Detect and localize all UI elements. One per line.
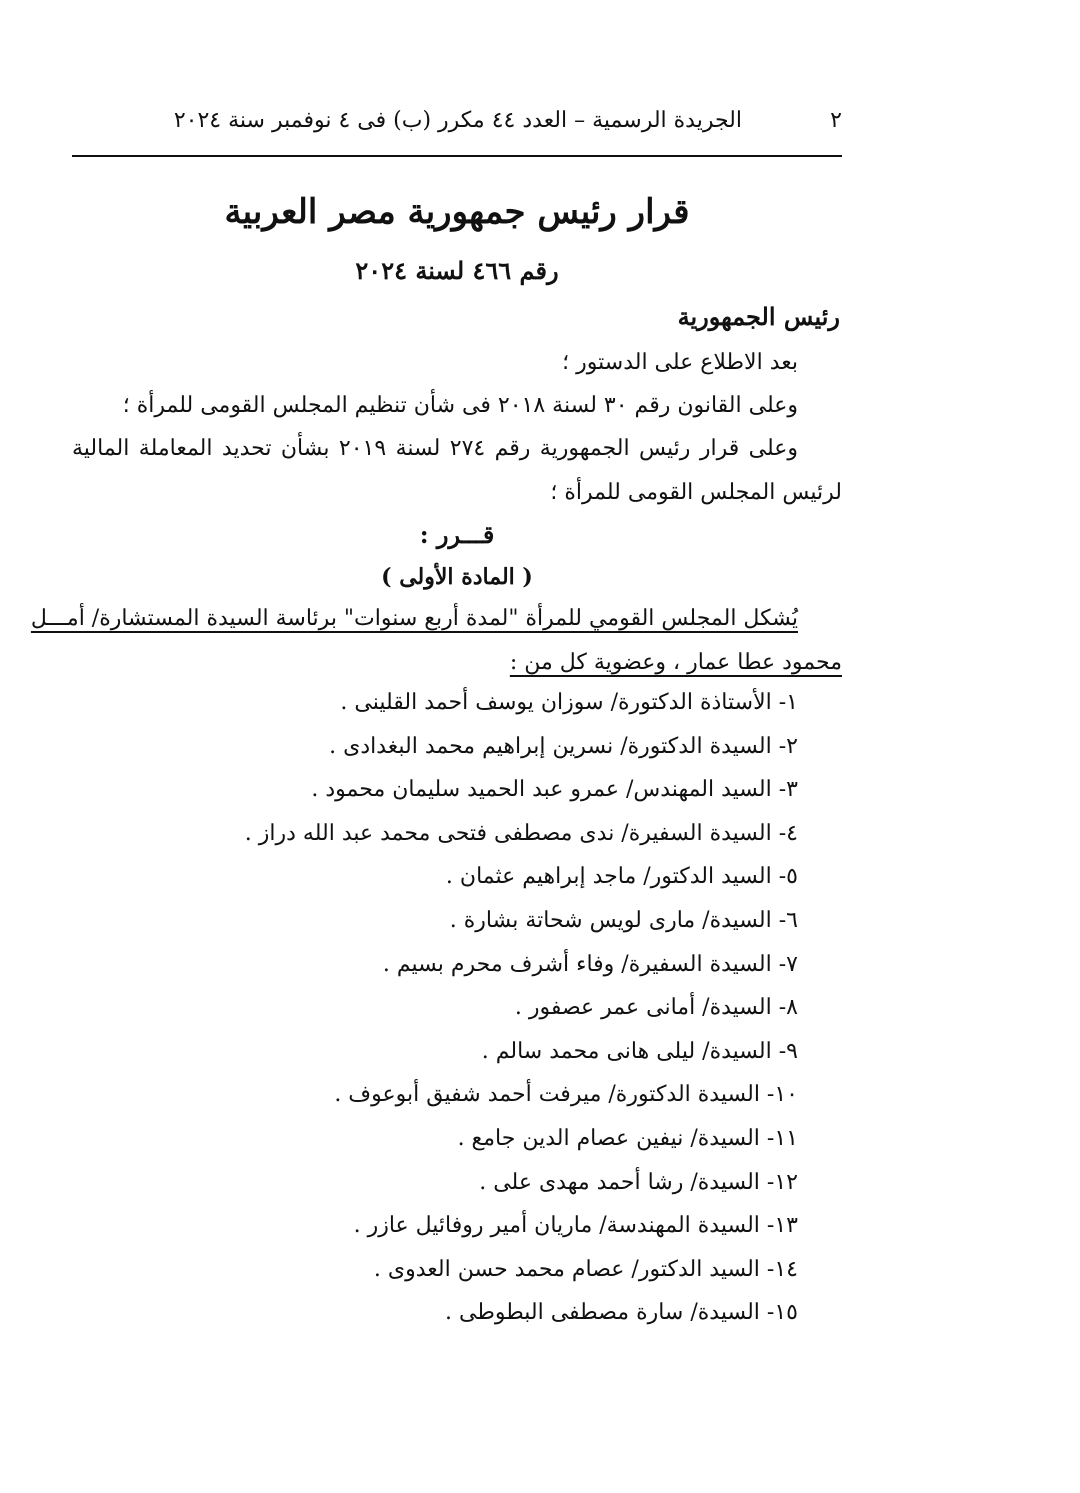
list-item: ٤- السيدة السفيرة/ ندى مصطفى فتحى محمد عبد الله دراز .	[244, 820, 798, 846]
preamble-line-1: بعد الاطلاع على الدستور ؛	[562, 350, 798, 375]
article-text-line-2: محمود عطا عمار ، وعضوية كل من :	[509, 650, 842, 675]
list-item: ١- الأستاذة الدكتورة/ سوزان يوسف أحمد القلينى .	[340, 690, 798, 715]
list-item: ٦- السيدة/ مارى لويس شحاتة بشارة .	[449, 907, 798, 933]
article-text-line-1: يُشكل المجلس القومي للمرأة "لمدة أربع سنوات" برئاسة السيدة المستشارة/ أمـــل	[30, 606, 798, 631]
decree-issuer: رئيس الجمهورية	[677, 302, 840, 331]
list-item: ٣- السيد المهندس/ عمرو عبد الحميد سليمان محمود .	[311, 777, 798, 803]
decree-title: قرار رئيس جمهورية مصر العربية	[224, 192, 690, 232]
decree-number: رقم ٤٦٦ لسنة ٢٠٢٤	[355, 256, 559, 285]
list-item: ٢- السيدة الدكتورة/ نسرين إبراهيم محمد البغدادى .	[329, 733, 798, 759]
list-item: ١٥- السيدة/ سارة مصطفى البطوطى .	[445, 1300, 798, 1326]
article-heading: ( المادة الأولى )	[381, 564, 533, 590]
list-item: ٧- السيدة السفيرة/ وفاء أشرف محرم بسيم .	[382, 951, 798, 977]
preamble-line-3: وعلى قرار رئيس الجمهورية رقم ٢٧٤ لسنة ٢٠١٩ بشأن تحديد المعاملة المالية	[72, 436, 799, 461]
page-number: ٢	[830, 108, 842, 133]
list-item: ٨- السيدة/ أمانى عمر عصفور .	[514, 995, 798, 1021]
list-item: ٥- السيد الدكتور/ ماجد إبراهيم عثمان .	[445, 864, 798, 890]
list-item: ٩- السيدة/ ليلى هانى محمد سالم .	[481, 1038, 798, 1064]
list-item: ١٣- السيدة المهندسة/ ماريان أمير روفائيل عازر .	[353, 1213, 798, 1239]
list-item: ١٢- السيدة/ رشا أحمد مهدى على .	[479, 1169, 798, 1195]
list-item: ١٤- السيد الدكتور/ عصام محمد حسن العدوى .	[373, 1256, 798, 1282]
preamble-line-2: وعلى القانون رقم ٣٠ لسنة ٢٠١٨ فى شأن تنظيم المجلس القومى للمرأة ؛	[122, 393, 798, 418]
members-list	[245, 688, 798, 1342]
gazette-title: الجريدة الرسمية – العدد ٤٤ مكرر (ب) فى ٤ نوفمبر سنة ٢٠٢٤	[173, 108, 742, 133]
preamble-line-4: لرئيس المجلس القومى للمرأة ؛	[550, 480, 842, 505]
page-header	[72, 104, 842, 144]
list-item: ١١- السيدة/ نيفين عصام الدين جامع .	[457, 1125, 798, 1151]
decision-label: قـــرر :	[419, 520, 495, 549]
header-divider	[72, 155, 842, 157]
list-item: ١٠- السيدة الدكتورة/ ميرفت أحمد شفيق أبوعوف .	[334, 1082, 798, 1108]
